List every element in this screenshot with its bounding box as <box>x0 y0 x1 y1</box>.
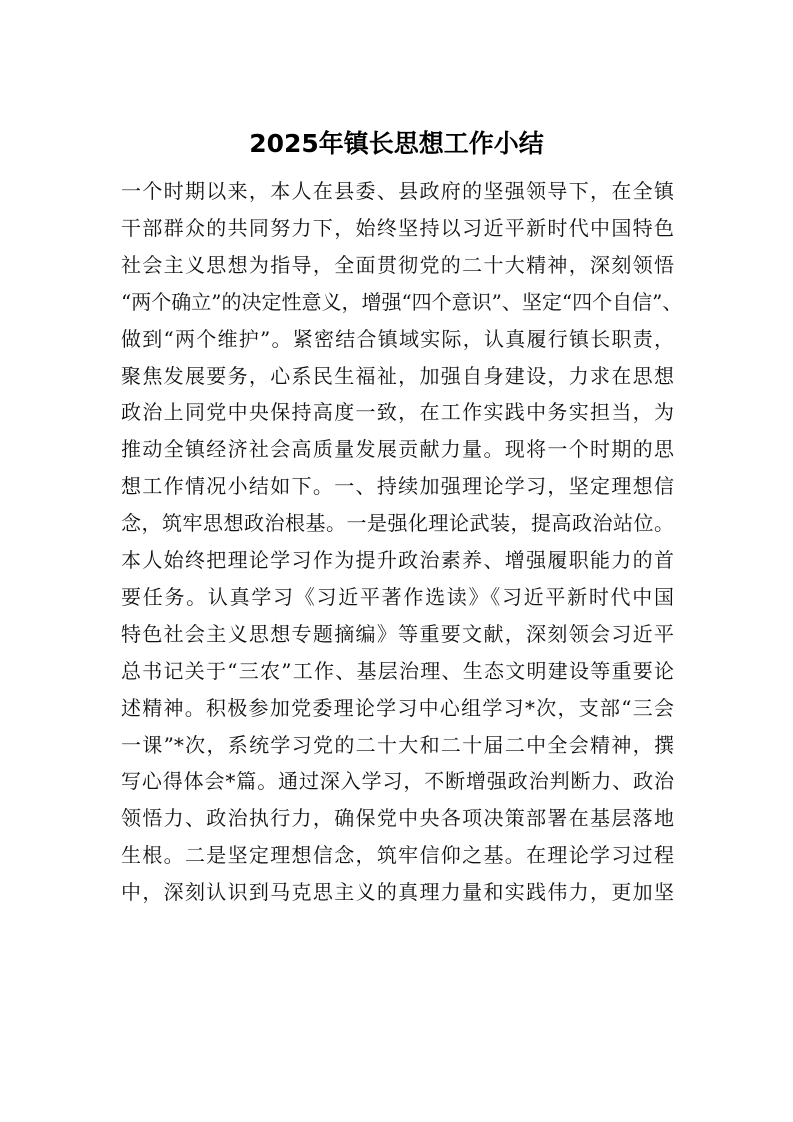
body-line: 推动全镇经济社会高质量发展贡献力量。现将一个时期的思 <box>121 437 674 462</box>
body-line: 聚焦发展要务，心系民生福祉，加强自身建设，力求在思想 <box>121 363 674 388</box>
body-line: 政治上同党中央保持高度一致，在工作实践中务实担当，为 <box>121 400 674 425</box>
body-line: “两个确立”的决定性意义，增强“四个意识”、坚定“四个自信”、 <box>121 289 683 314</box>
document-title: 2025年镇长思想工作小结 <box>249 129 544 158</box>
body-line: 想工作情况小结如下。一、持续加强理论学习，坚定理想信 <box>121 474 674 499</box>
body-line: 总书记关于“三农”工作、基层治理、生态文明建设等重要论 <box>121 658 674 683</box>
body-line: 一个时期以来，本人在县委、县政府的坚强领导下，在全镇 <box>121 179 674 203</box>
body-line: 要任务。认真学习《习近平著作选读》《习近平新时代中国 <box>121 584 674 609</box>
body-line: 干部群众的共同努力下，始终坚持以习近平新时代中国特色 <box>121 215 674 240</box>
body-line: 领悟力、政治执行力，确保党中央各项决策部署在基层落地 <box>121 806 674 831</box>
body-line: 生根。二是坚定理想信念，筑牢信仰之基。在理论学习过程 <box>121 843 674 868</box>
body-line: 做到“两个维护”。紧密结合镇域实际，认真履行镇长职责， <box>121 326 674 351</box>
body-line: 述精神。积极参加党委理论学习中心组学习*次，支部“三会 <box>121 695 674 720</box>
body-line: 写心得体会*篇。通过深入学习，不断增强政治判断力、政治 <box>121 769 674 794</box>
body-line: 中，深刻认识到马克思主义的真理力量和实践伟力，更加坚 <box>121 880 674 905</box>
body-line: 社会主义思想为指导，全面贯彻党的二十大精神，深刻领悟 <box>121 252 674 277</box>
body-line: 本人始终把理论学习作为提升政治素养、增强履职能力的首 <box>121 548 674 572</box>
body-line: 念，筑牢思想政治根基。一是强化理论武装，提高政治站位。 <box>121 511 674 536</box>
body-line: 一课”*次，系统学习党的二十大和二十届二中全会精神，撰 <box>121 732 674 757</box>
body-line: 特色社会主义思想专题摘编》等重要文献，深刻领会习近平 <box>121 621 674 646</box>
